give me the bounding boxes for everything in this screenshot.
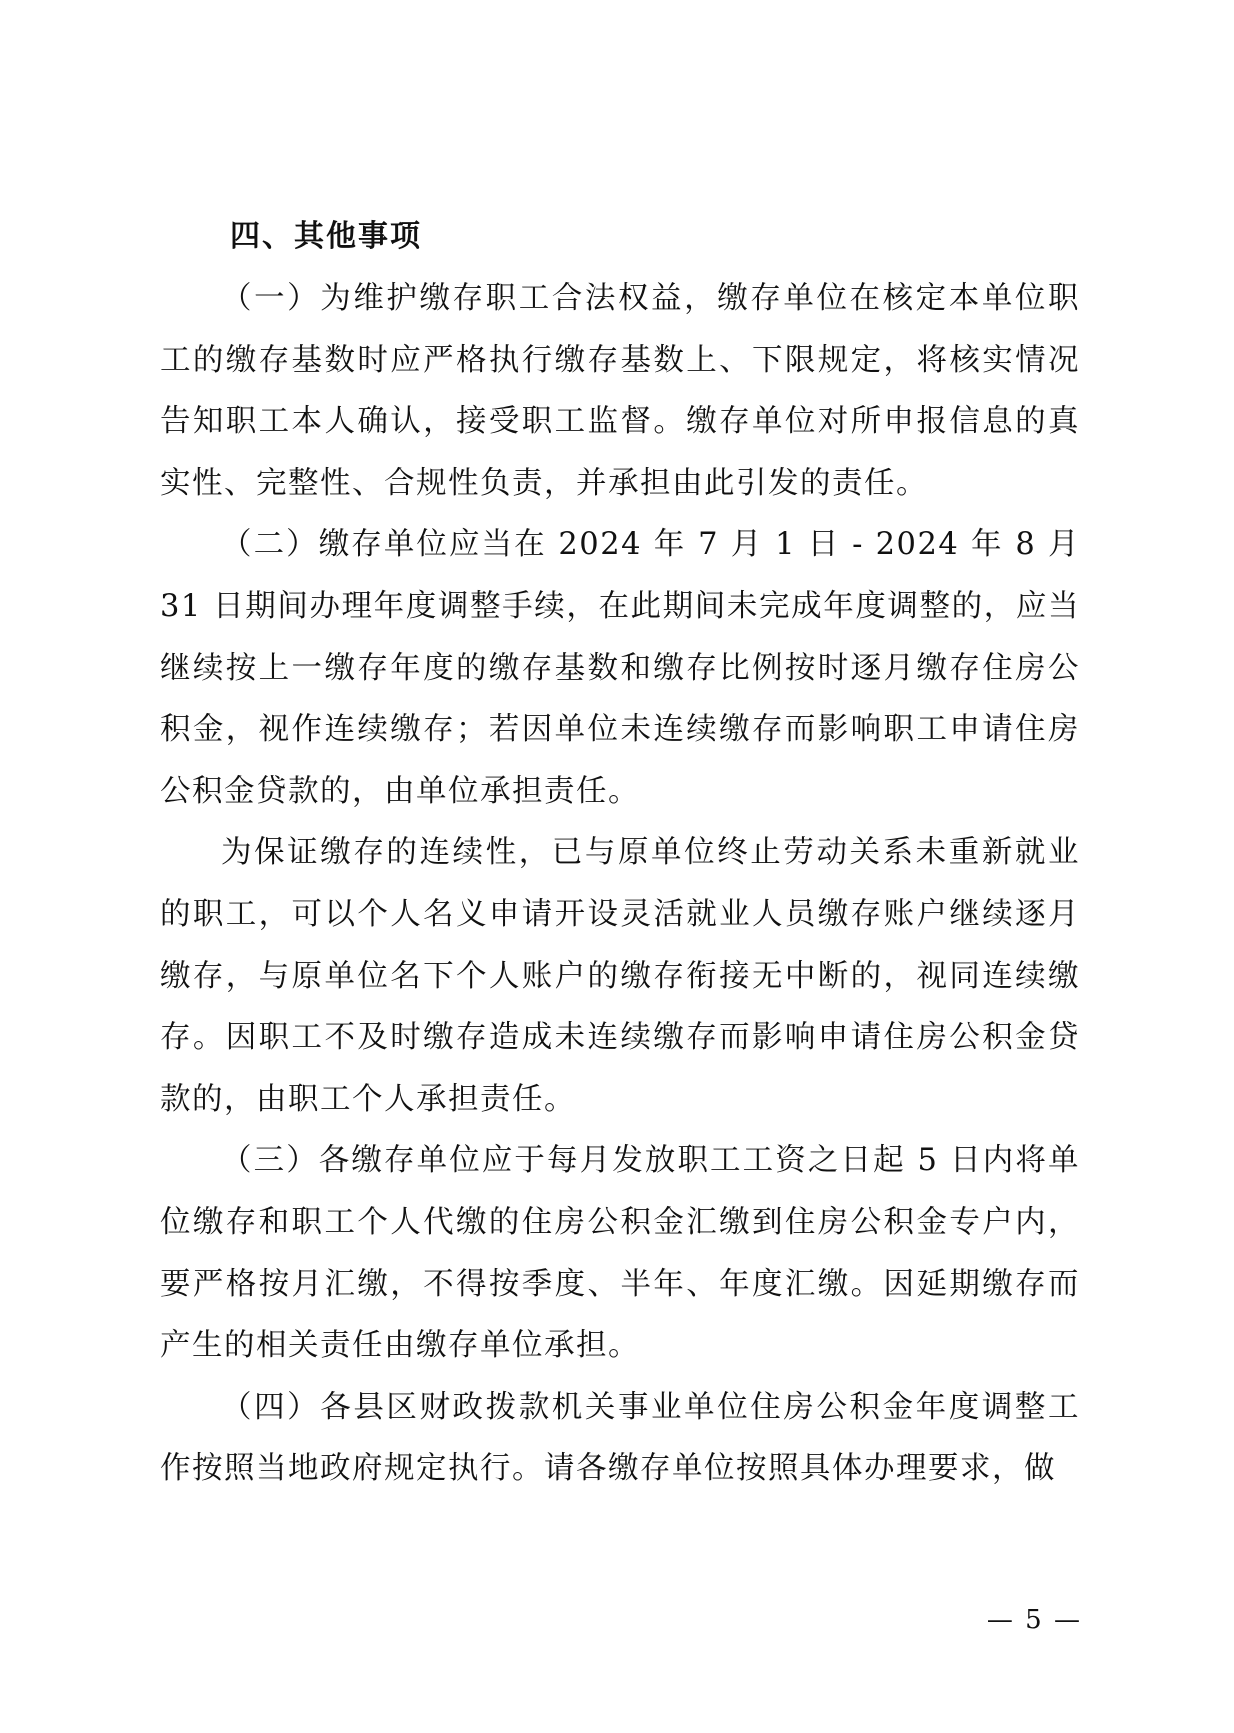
paragraph-item-3: （三）各缴存单位应于每月发放职工工资之日起 5 日内将单位缴存和职工个人代缴的住房公积金汇缴到住房公积金专户内，要严格按月汇缴，不得按季度、半年、年度汇缴。因延期缴存而产生的相关责任由缴存单位承担。	[160, 1143, 1080, 1364]
page-number: — 5 —	[986, 1605, 1082, 1635]
paragraph-continuity: 为保证缴存的连续性，已与原单位终止劳动关系未重新就业的职工，可以个人名义申请开设灵活就业人员缴存账户继续逐月缴存，与原单位名下个人账户的缴存衔接无中断的，视同连续缴存。因职工不及时缴存造成未连续缴存而影响申请住房公积金贷款的，由职工个人承担责任。	[160, 835, 1080, 1117]
document-body	[160, 206, 1080, 1500]
paragraph-item-4: （四）各县区财政拨款机关事业单位住房公积金年度调整工作按照当地政府规定执行。请各缴存单位按照具体办理要求，做	[160, 1389, 1080, 1487]
paragraph-item-2: （二）缴存单位应当在 2024 年 7 月 1 日 - 2024 年 8 月 31 日期间办理年度调整手续，在此期间未完成年度调整的，应当继续按上一缴存年度的缴存基数和缴存比例按时逐月缴存住房公积金，视作连续缴存；若因单位未连续缴存而影响职工申请住房公积金贷款的，由单位承担责任。	[160, 527, 1080, 809]
paragraph-item-1: （一）为维护缴存职工合法权益，缴存单位在核定本单位职工的缴存基数时应严格执行缴存基数上、下限规定，将核实情况告知职工本人确认，接受职工监督。缴存单位对所申报信息的真实性、完整性、合规性负责，并承担由此引发的责任。	[160, 281, 1080, 501]
section-heading: 四、其他事项	[230, 219, 422, 254]
